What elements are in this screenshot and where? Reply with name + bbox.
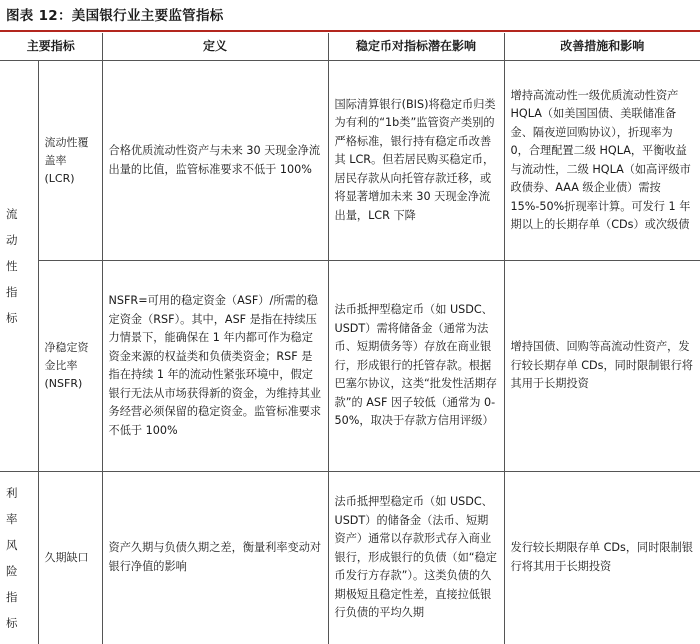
header-definition: 定义 (102, 33, 328, 61)
definition-nsfr: NSFR=可用的稳定资金（ASF）/所需的稳定资金（RSF）。其中，ASF 是指在持续压力情景下，能确保在 1 年内都可作为稳定资金来源的权益类和负债类资金；RSF 是指在持续 1 年的流动性紧张环境中，假定银行无法从市场获得新的资金，为维持其业务经营必须保留的稳定资金。监管标准要求不低于 100% (102, 261, 328, 472)
category-liquidity: 流 动 性 指 标 (0, 61, 38, 472)
header-measures: 改善措施和影响 (504, 33, 700, 61)
indicator-nsfr: 净稳定资金比率(NSFR) (38, 261, 102, 472)
table-row (0, 61, 700, 261)
definition-lcr: 合格优质流动性资产与未来 30 天现金净流出量的比值，监管标准要求不低于 100% (102, 61, 328, 261)
measures-lcr: 增持高流动性一级优质流动性资产 HQLA（如美国国债、美联储准备金、隔夜逆回购协议），折现率为 0，合理配置二级 HQLA，平衡收益与流动性，二级 HQLA（如高评级市政债券、AAA 级企业债）需按 15%-50%折现率计算。可发行 1 年期以上的长期存单（CDs）或次级债 (504, 61, 700, 261)
header-indicator: 主要指标 (0, 33, 102, 61)
indicator-duration-gap: 久期缺口 (38, 472, 102, 644)
table-row (0, 472, 700, 644)
indicator-lcr: 流动性覆盖率(LCR) (38, 61, 102, 261)
regulatory-indicators-table (0, 33, 700, 644)
impact-nsfr: 法币抵押型稳定币（如 USDC、USDT）需将储备金（通常为法币、短期债务等）存放在商业银行，形成银行的托管存款。根据巴塞尔协议，这类“批发性活期存款”的 ASF 因子较低（通常为 0-50%，取决于存款方信用评级） (328, 261, 504, 472)
impact-duration-gap: 法币抵押型稳定币（如 USDC、USDT）的储备金（法币、短期资产）通常以存款形式存入商业银行，形成银行的负债（如“稳定币发行方存款”）。这类负债的久期极短且稳定性差，直接拉低银行负债的平均久期 (328, 472, 504, 644)
measures-nsfr: 增持国债、回购等高流动性资产，发行较长期存单 CDs，同时限制银行将其用于长期投资 (504, 261, 700, 472)
header-impact: 稳定币对指标潜在影响 (328, 33, 504, 61)
category-interest-rate-risk: 利 率 风 险 指 标 (0, 472, 38, 644)
definition-duration-gap: 资产久期与负债久期之差，衡量利率变动对银行净值的影响 (102, 472, 328, 644)
title-rule (0, 30, 700, 32)
impact-lcr: 国际清算银行(BIS)将稳定币归类为有利的“1b类”监管资产类别的严格标准，银行持有稳定币改善其 LCR。但若居民购买稳定币，居民存款从向托管存款迁移，或将显著增加未来 30 天现金净流出量，LCR 下降 (328, 61, 504, 261)
table-row (0, 261, 700, 472)
measures-duration-gap: 发行较长期限存单 CDs，同时限制银行将其用于长期投资 (504, 472, 700, 644)
header-row (0, 33, 700, 61)
figure-title: 图表 12：美国银行业主要监管指标 (6, 8, 224, 24)
